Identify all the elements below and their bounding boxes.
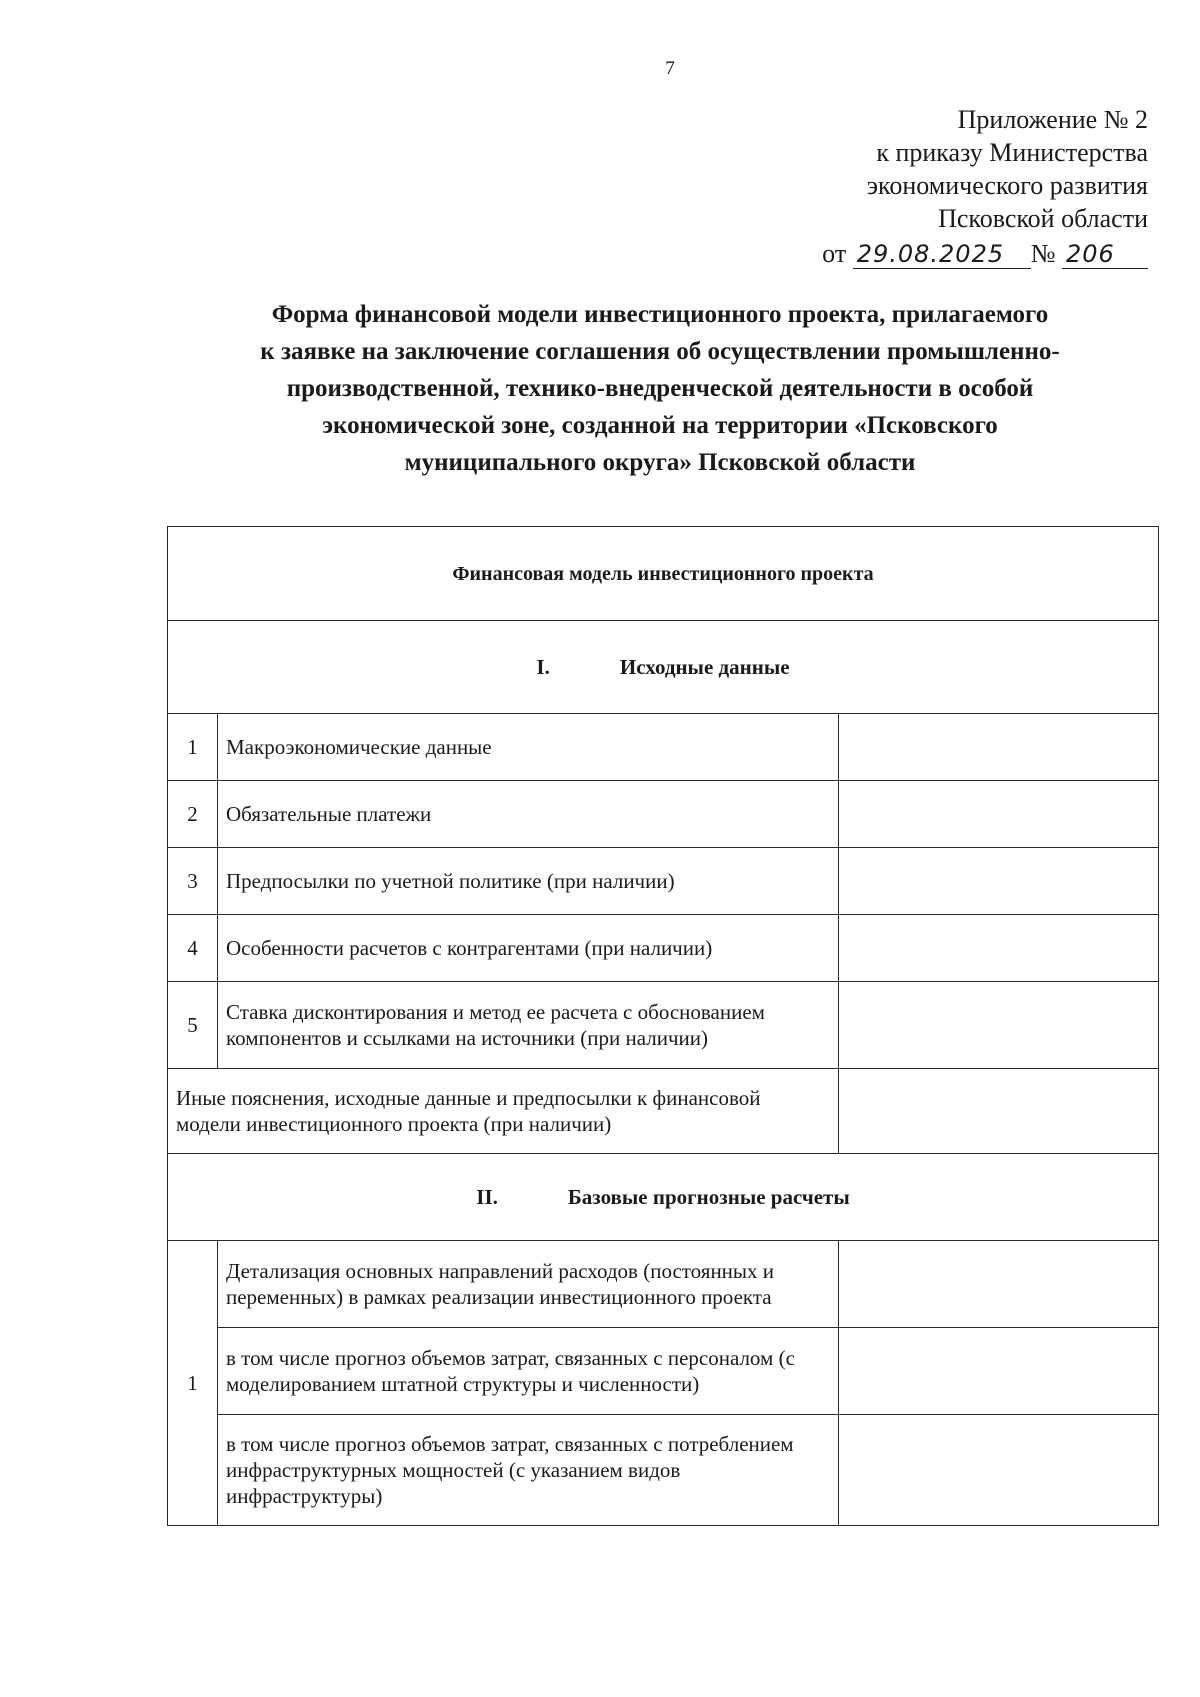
approval-line-appendix: Приложение № 2: [957, 105, 1148, 134]
title-line: производственной, технико-внедренческой деятельности в особой: [286, 375, 1034, 402]
row-label: Детализация основных направлений расходов (постоянных и переменных) в рамках реализации инвестиционного проекта: [218, 1241, 839, 1328]
page-number: 7: [665, 58, 675, 79]
section-title: Базовые прогнозные расчеты: [567, 1185, 850, 1209]
row-value-cell: [839, 1069, 1159, 1154]
table-row: [168, 1328, 1159, 1415]
row-label: Макроэкономические данные: [218, 714, 839, 781]
row-number: 4: [168, 915, 218, 982]
table-row: [168, 781, 1159, 848]
row-number: 1: [168, 714, 218, 781]
row-label: Особенности расчетов с контрагентами (при наличии): [218, 915, 839, 982]
title-line: муниципального округа» Псковской области: [404, 449, 916, 476]
table-header: Финансовая модель инвестиционного проекта: [168, 527, 1159, 621]
table-row: [168, 1241, 1159, 1328]
row-value-cell: [839, 714, 1159, 781]
section-1-heading: [168, 621, 1159, 714]
row-value-cell: [839, 982, 1159, 1069]
handwritten-date: 29.08.2025: [853, 240, 1031, 269]
table-header-row: [168, 527, 1159, 621]
section-title: Исходные данные: [619, 655, 790, 679]
row-number: 2: [168, 781, 218, 848]
section-row: [168, 621, 1159, 714]
section-number: II.: [476, 1185, 498, 1209]
table-row: [168, 714, 1159, 781]
handwritten-number: 206: [1062, 240, 1148, 269]
table-row: [168, 982, 1159, 1069]
row-value-cell: [839, 1415, 1159, 1526]
row-label: Обязательные платежи: [218, 781, 839, 848]
row-label: в том числе прогноз объемов затрат, связанных с персоналом (с моделированием штатной структуры и численности): [218, 1328, 839, 1415]
financial-model-table: [167, 526, 1159, 1526]
document-title: [190, 296, 1130, 481]
row-value-cell: [839, 1328, 1159, 1415]
section-2-heading: [168, 1154, 1159, 1241]
table-row: [168, 915, 1159, 982]
note-label: Иные пояснения, исходные данные и предпосылки к финансовой модели инвестиционного проекта (при наличии): [168, 1069, 839, 1154]
row-value-cell: [839, 781, 1159, 848]
section-number: I.: [536, 655, 550, 679]
approval-block: [822, 103, 1148, 270]
table-row: [168, 1069, 1159, 1154]
row-number: 5: [168, 982, 218, 1069]
table-row: [168, 848, 1159, 915]
title-line: к заявке на заключение соглашения об осуществлении промышленно-: [260, 338, 1060, 365]
row-label: Ставка дисконтирования и метод ее расчета с обоснованием компонентов и ссылками на источники (при наличии): [218, 982, 839, 1069]
table-row: [168, 1415, 1159, 1526]
row-label: в том числе прогноз объемов затрат, связанных с потреблением инфраструктурных мощностей (с указанием видов инфраструктуры): [218, 1415, 839, 1526]
number-sign: №: [1030, 239, 1056, 268]
date-prefix: от: [822, 239, 847, 268]
approval-line-order: к приказу Министерства: [876, 138, 1148, 167]
row-number: 1: [168, 1241, 218, 1526]
row-value-cell: [839, 915, 1159, 982]
approval-line-region: Псковской области: [938, 204, 1148, 233]
row-value-cell: [839, 848, 1159, 915]
title-line: экономической зоне, созданной на территории «Псковского: [322, 412, 998, 439]
row-value-cell: [839, 1241, 1159, 1328]
approval-line-ministry: экономического развития: [866, 171, 1148, 200]
section-row: [168, 1154, 1159, 1241]
approval-date-line: [822, 237, 1148, 270]
title-line: Форма финансовой модели инвестиционного проекта, прилагаемого: [271, 301, 1049, 328]
row-number: 3: [168, 848, 218, 915]
row-label: Предпосылки по учетной политике (при наличии): [218, 848, 839, 915]
